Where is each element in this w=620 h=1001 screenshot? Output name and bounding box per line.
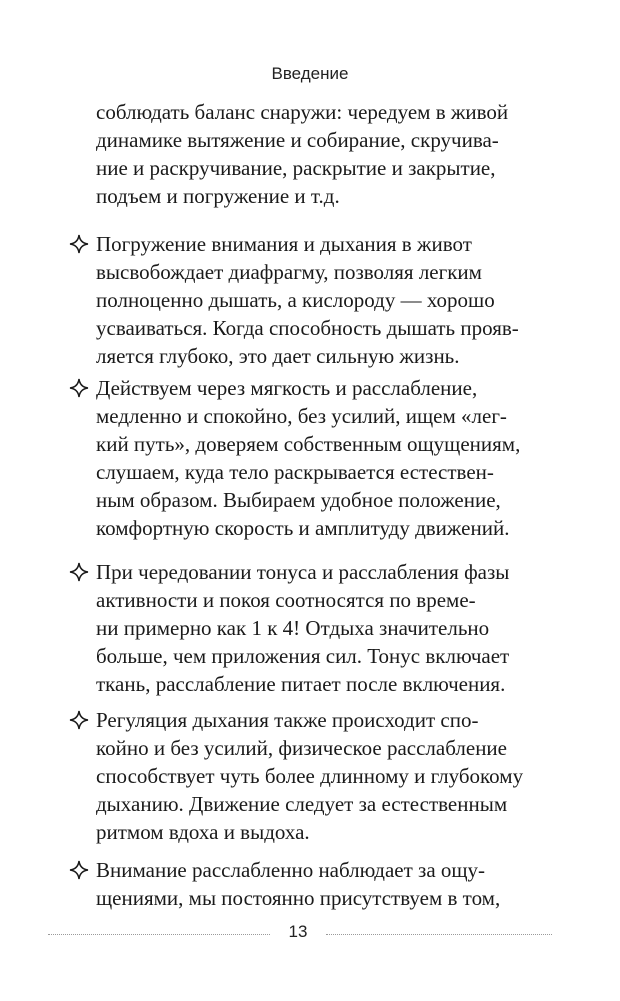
text-line: соблюдать баланс снаружи: чередуем в живой [96, 100, 509, 124]
text-line: комфортную скорость и амплитуду движений. [96, 516, 510, 540]
text-line: медленно и спокойно, без усилий, ищем «лег- [96, 404, 507, 428]
text-line: дыханию. Движение следует за естественным [96, 792, 508, 816]
text-line: активности и покоя соотносятся по време- [96, 588, 476, 612]
text-line: полноценно дышать, а кислороду — хорошо [96, 288, 495, 312]
text-line: Погружение внимания и дыхания в живот [96, 232, 472, 256]
four-point-star-icon [68, 859, 90, 881]
text-line: усваиваться. Когда способность дышать прояв- [96, 316, 519, 340]
text-line: динамике вытяжение и собирание, скручива- [96, 128, 499, 152]
text-line: щениями, мы постоянно присутствуем в том, [96, 886, 501, 910]
text-line: При чередовании тонуса и расслабления фазы [96, 560, 510, 584]
four-point-star-icon [68, 233, 90, 255]
four-point-star-icon [68, 709, 90, 731]
text-line: ляется глубоко, это дает сильную жизнь. [96, 344, 460, 368]
text-line: Регуляция дыхания также происходит спо- [96, 708, 479, 732]
footer-divider-left [48, 934, 270, 935]
text-line: больше, чем приложения сил. Тонус включает [96, 644, 510, 668]
text-line: Внимание расслабленно наблюдает за ощу- [96, 858, 486, 882]
text-line: кий путь», доверяем собственным ощущениям, [96, 432, 521, 456]
text-line: ни примерно как 1 к 4! Отдыха значительно [96, 616, 490, 640]
four-point-star-icon [68, 377, 90, 399]
text-line: подъем и погружение и т.д. [96, 184, 340, 208]
text-line: слушаем, куда тело раскрывается естествен- [96, 460, 494, 484]
running-header: Введение [271, 64, 349, 83]
text-line: койно и без усилий, физическое расслабление [96, 736, 507, 760]
four-point-star-icon [68, 561, 90, 583]
text-line: способствует чуть более длинному и глубокому [96, 764, 524, 788]
text-line: высвобождает диафрагму, позволяя легким [96, 260, 482, 284]
text-line: ритмом вдоха и выдоха. [96, 820, 310, 844]
text-line: ным образом. Выбираем удобное положение, [96, 488, 501, 512]
footer-divider-right [326, 934, 552, 935]
text-line: ткань, расслабление питает после включения. [96, 672, 506, 696]
text-line: ние и раскручивание, раскрытие и закрытие, [96, 156, 496, 180]
page-number: 13 [288, 922, 308, 941]
text-line: Действуем через мягкость и расслабление, [96, 376, 478, 400]
